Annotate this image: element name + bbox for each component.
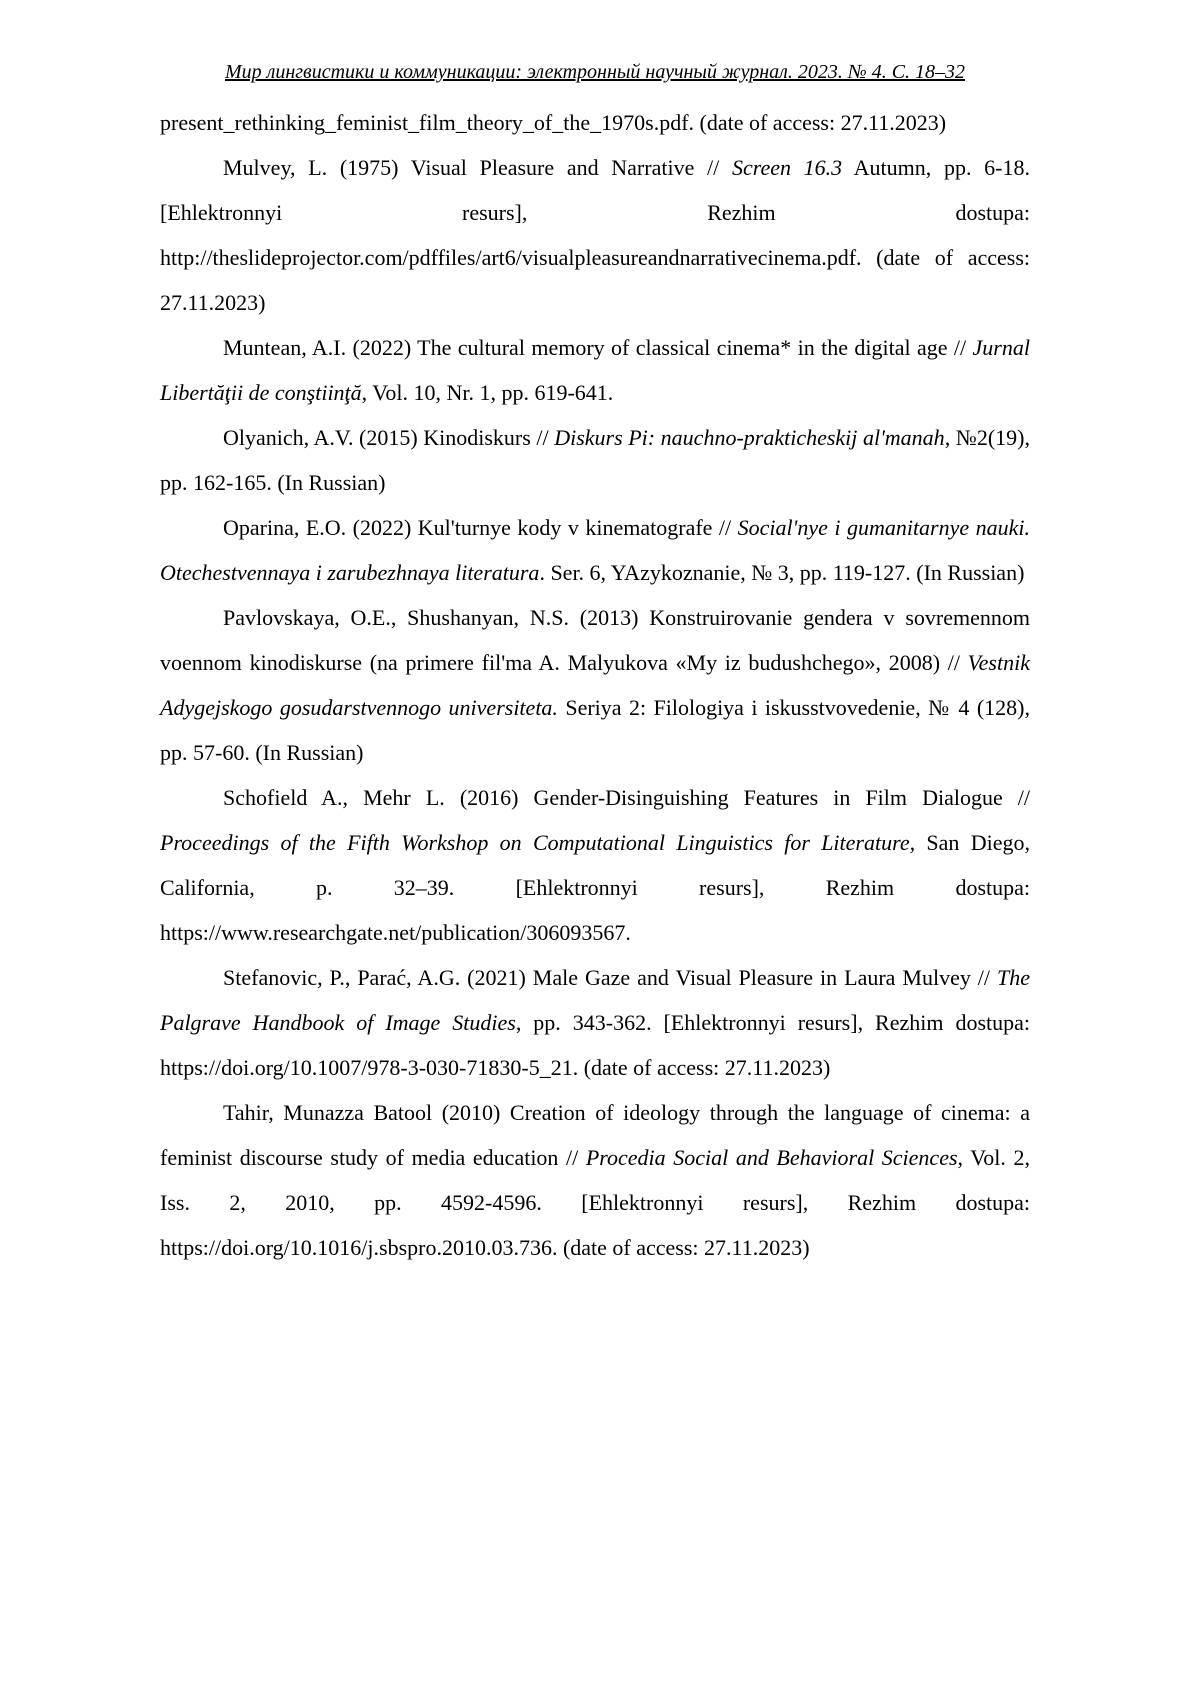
reference-source-title: The Palgrave Handbook of Image Studies bbox=[160, 965, 1030, 1035]
reference-text: Oparina, E.O. (2022) Kul'turnye kody v kinematografe // bbox=[223, 515, 738, 540]
reference-text: Olyanich, A.V. (2015) Kinodiskurs // bbox=[223, 425, 555, 450]
reference-source-title: Vestnik Adygejskogo gosudarstvennogo universiteta. bbox=[160, 650, 1030, 720]
reference-text: San Diego, California, p. 32–39. [Ehlektronnyi resurs], Rezhim dostupa: https://www.researchgate.net/publication/306093567. bbox=[160, 830, 1031, 945]
reference-text: Seriya 2: Filologiya i iskusstvovedenie, № 4 (128), pp. 57-60. (In Russian) bbox=[160, 695, 1030, 765]
reference-source-title: Social'nye i gumanitarnye nauki. Otechestvennaya i zarubezhnaya literatura bbox=[160, 515, 1031, 585]
reference-source-title: Diskurs Pi: nauchno-prakticheskij al'manah bbox=[554, 425, 945, 450]
reference-entry-continuation bbox=[160, 100, 1030, 145]
reference-text: Mulvey, L. (1975) Visual Pleasure and Narrative // bbox=[223, 155, 732, 180]
reference-text: , Vol. 10, Nr. 1, pp. 619-641. bbox=[361, 380, 614, 405]
reference-text: . Ser. 6, YAzykoznanie, № 3, pp. 119-127. (In Russian) bbox=[539, 560, 1025, 585]
reference-entry-mulvey bbox=[160, 145, 1030, 325]
reference-text: Schofield A., Mehr L. (2016) Gender-Disinguishing Features in Film Dialogue // bbox=[223, 785, 1030, 810]
reference-text: Autumn, pp. 6-18. [Ehlektronnyi resurs], Rezhim dostupa: http://theslideprojector.com/pdffiles/art6/visualpleasureandnarrativecinema.pdf. (date of access: 27.11.2023) bbox=[160, 155, 1030, 315]
reference-source-title: Screen 16.3 bbox=[731, 155, 843, 180]
reference-text: , pp. 343-362. [Ehlektronnyi resurs], Rezhim dostupa: https://doi.org/10.1007/978-3-030-71830-5_21. (date of access: 27.11.2023) bbox=[160, 1010, 1030, 1080]
reference-source-title: Proceedings of the Fifth Workshop on Computational Linguistics for Literature, bbox=[160, 830, 916, 855]
reference-source-title: Jurnal Libertăţii de conştiinţă bbox=[160, 335, 1030, 405]
reference-entry-oparina bbox=[160, 505, 1030, 595]
reference-text: , Vol. 2, Iss. 2, 2010, pp. 4592-4596. [Ehlektronnyi resurs], Rezhim dostupa: https://doi.org/10.1016/j.sbspro.2010.03.736. (date of access: 27.11.2023) bbox=[160, 1145, 1030, 1260]
reference-entry-muntean bbox=[160, 325, 1030, 415]
reference-text: Muntean, A.I. (2022) The cultural memory of classical cinema* in the digital age // bbox=[223, 335, 973, 360]
reference-entry-stefanovic bbox=[160, 955, 1030, 1090]
reference-entry-olyanich bbox=[160, 415, 1030, 505]
reference-entry-tahir bbox=[160, 1090, 1030, 1270]
reference-text: Stefanovic, P., Parać, A.G. (2021) Male Gaze and Visual Pleasure in Laura Mulvey // bbox=[223, 965, 997, 990]
reference-text: Tahir, Munazza Batool (2010) Creation of ideology through the language of cinema: a feminist discourse study of media education // bbox=[160, 1100, 1030, 1170]
journal-running-head: Мир лингвистики и коммуникации: электронный научный журнал. 2023. № 4. С. 18–32 bbox=[224, 61, 966, 83]
reference-text: , №2(19), pp. 162-165. (In Russian) bbox=[160, 425, 1030, 495]
reference-text: present_rethinking_feminist_film_theory_of_the_1970s.pdf. (date of access: 27.11.2023) bbox=[160, 110, 947, 135]
reference-source-title: Procedia Social and Behavioral Sciences bbox=[585, 1145, 958, 1170]
reference-text: Pavlovskaya, O.E., Shushanyan, N.S. (2013) Konstruirovanie gendera v sovremennom voennom kinodiskurse (na primere fil'ma A. Malyukova «My iz budushchego», 2008) // bbox=[160, 605, 1030, 675]
reference-entry-schofield bbox=[160, 775, 1030, 955]
reference-entry-pavlovskaya bbox=[160, 595, 1030, 775]
